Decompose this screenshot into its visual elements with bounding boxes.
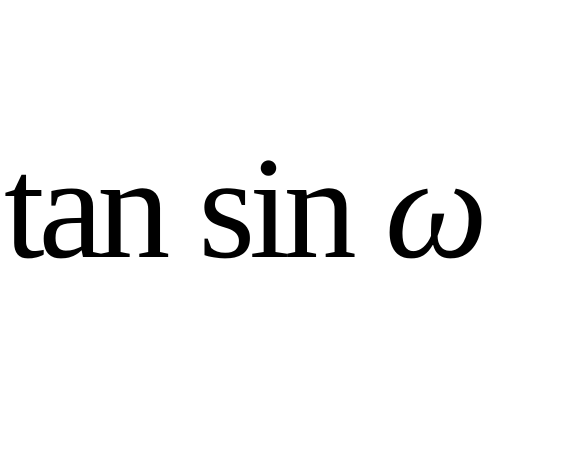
omega-variable: ω: [384, 127, 488, 289]
sine-function: sin: [198, 127, 351, 289]
math-expression: [4, 118, 488, 298]
tangent-function: tan: [4, 127, 165, 289]
